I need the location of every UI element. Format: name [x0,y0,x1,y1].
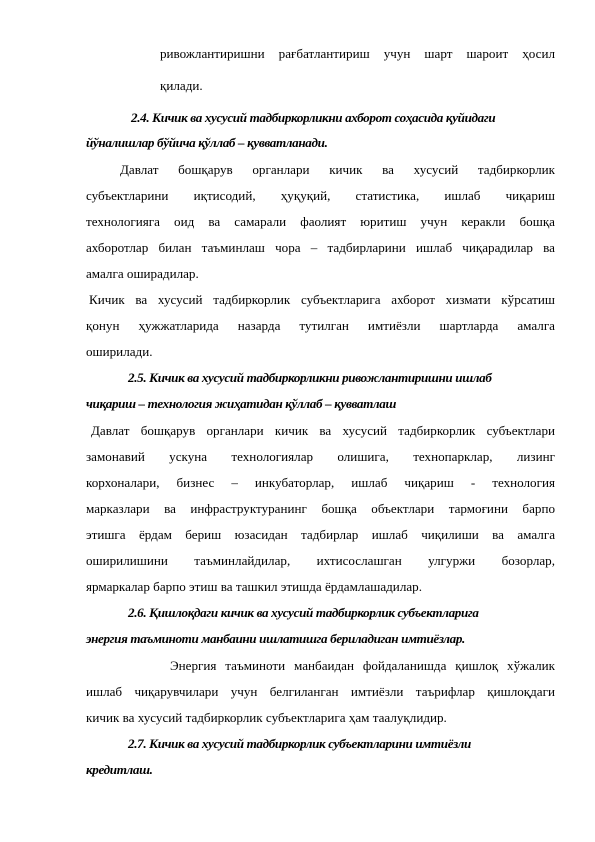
section-2-4-p2-line-1: Кичик ва хусусий тадбиркорлик субъектларига ахборот хизмати кўрсатиш [89,292,555,307]
intro-line-1: ривожлантиришни рағбатлантириш учун шарт шароит ҳосил [160,46,555,61]
section-2-6-heading-line-2: энергия таъминоти манбаини ишлатишга бериладиган имтиёзлар. [86,631,465,646]
section-2-4-p2-line-3: оширилади. [86,344,153,359]
section-2-5-p-line-2: замонавий ускуна технологиялар олишига, технопарклар, лизинг [86,449,555,464]
section-2-5-p-line-1: Давлат бошқарув органлари кичик ва хусусий тадбиркорлик субъектлари [91,423,555,438]
section-2-5-p-line-7: ярмаркалар барпо этиш ва ташкил этишда ёрдамлашадилар. [86,579,422,594]
section-2-4-p1-line-3: технологияга оид ва самарали фаолият юритиш учун керакли бошқа [86,214,555,229]
section-2-4-heading-line-1: 2.4. Кичик ва хусусий тадбиркорликни ахборот соҳасида қуйидаги [131,110,496,125]
section-2-4-heading-line-2: йўналишлар бўйича қўллаб – қувватланади. [86,135,328,150]
section-2-5-heading-line-2: чиқариш – технология жиҳатидан қўллаб – қувватлаш [86,396,397,411]
section-2-6-p-line-2: ишлаб чиқарувчилари учун белгиланган имтиёзли таърифлар қишлоқдаги [86,684,555,699]
section-2-4-p1-line-4: ахборотлар билан таъминлаш чора – тадбирларини ишлаб чиқарадилар ва [86,240,555,255]
section-2-4-p2-line-2: қонун ҳужжатларида назарда тутилган имтиёзли шартларда амалга [86,318,555,333]
section-2-5-p-line-4: марказлари ва инфраструктуранинг бошқа объектлари тармоғини барпо [86,501,555,516]
section-2-4-p1-line-2: субъектларини иқтисодий, ҳуқуқий, статистика, ишлаб чиқариш [86,188,555,203]
section-2-7-heading-line-2: кредитлаш. [86,762,153,777]
section-2-4-p1-line-1: Давлат бошқарув органлари кичик ва хусусий тадбиркорлик [120,162,555,177]
section-2-7-heading-line-1: 2.7. Кичик ва хусусий тадбиркорлик субъектларини имтиёзли [128,736,471,751]
section-2-6-p-line-1: Энергия таъминоти манбаидан фойдаланишда қишлоқ хўжалик [170,658,555,673]
intro-line-2: қилади. [160,78,203,93]
section-2-4-p1-line-5: амалга оширадилар. [86,266,199,281]
section-2-5-p-line-3: корхоналари, бизнес – инкубаторлар, ишлаб чиқариш - технология [86,475,555,490]
section-2-5-heading-line-1: 2.5. Кичик ва хусусий тадбиркорликни ривожлантиришни ишлаб [128,370,492,385]
section-2-5-p-line-6: оширилишини таъминлайдилар, ихтисослашган улгуржи бозорлар, [86,553,555,568]
section-2-6-heading-line-1: 2.6. Қишлоқдаги кичик ва хусусий тадбиркорлик субъектларига [128,605,479,620]
section-2-5-p-line-5: этишга ёрдам бериш юзасидан тадбирлар ишлаб чиқилиши ва амалга [86,527,555,542]
section-2-6-p-line-3: кичик ва хусусий тадбиркорлик субъектларига ҳам таалуқлидир. [86,710,447,725]
